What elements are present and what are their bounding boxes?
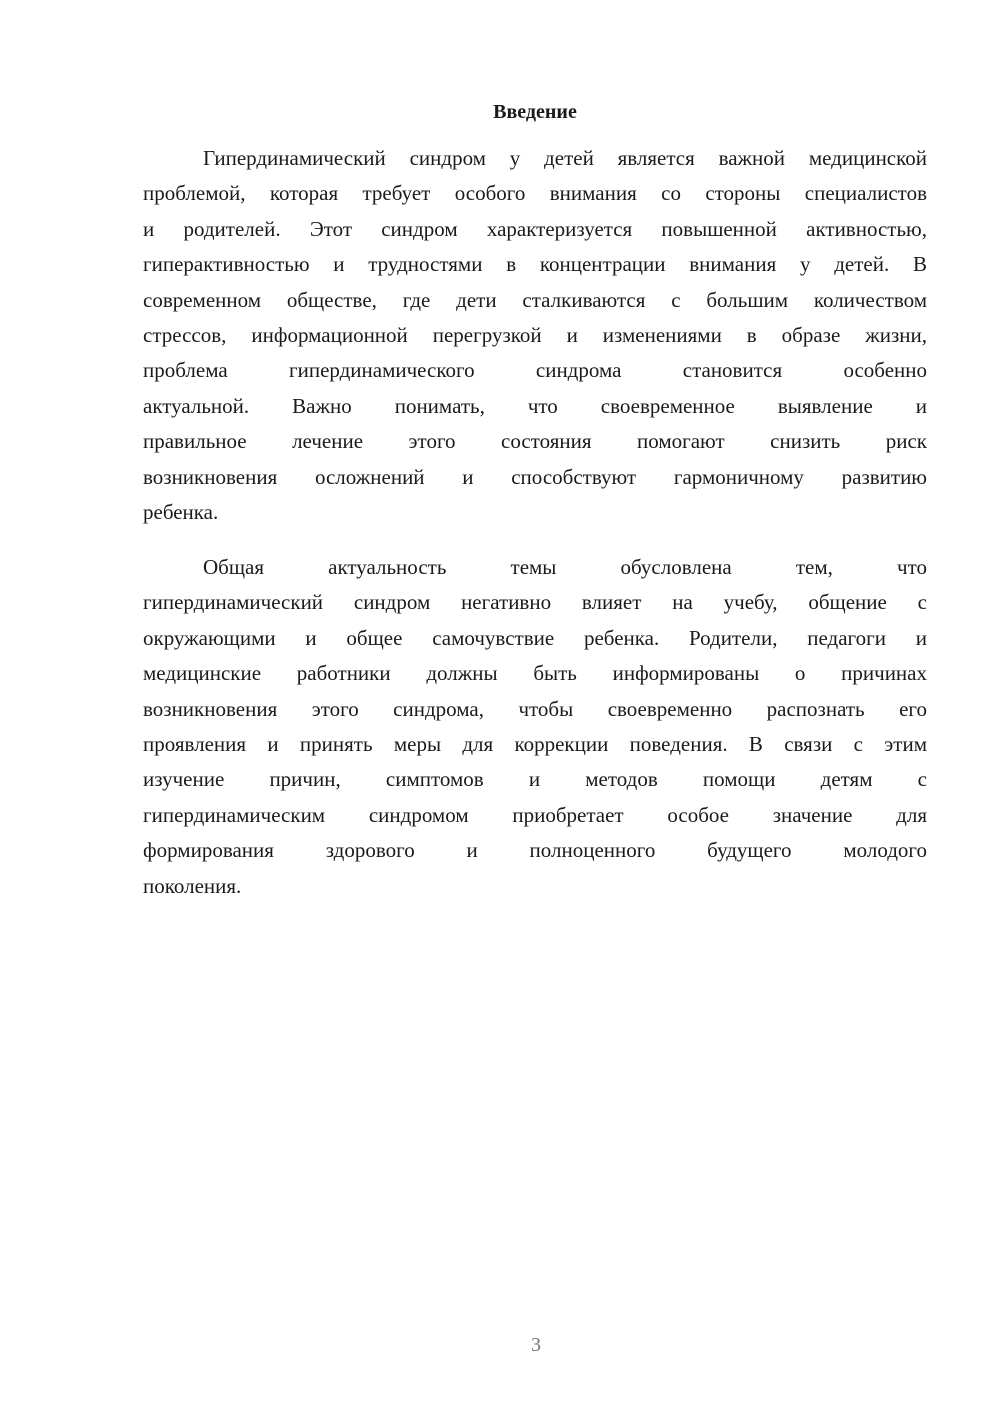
paragraph-relevance — [143, 550, 927, 904]
text-line: и родителей. Этот синдром характеризуется повышенной активностью, — [143, 216, 927, 241]
text-line: гипердинамическим синдромом приобретает особое значение для — [143, 802, 927, 827]
paragraph-introduction — [143, 141, 927, 530]
section-title: Введение — [493, 101, 577, 123]
text-line: медицинские работники должны быть информированы о причинах — [143, 661, 927, 686]
text-line: ребенка. — [143, 500, 219, 525]
text-line: гипердинамический синдром негативно влияет на учебу, общение с — [143, 590, 927, 615]
text-line: проблемой, которая требует особого внимания со стороны специалистов — [143, 181, 927, 206]
text-line: изучение причин, симптомов и методов помощи детям с — [143, 767, 927, 792]
text-line: проявления и принять меры для коррекции поведения. В связи с этим — [143, 732, 927, 757]
text-line: стрессов, информационной перегрузкой и изменениями в образе жизни, — [143, 323, 927, 348]
text-line: возникновения этого синдрома, чтобы своевременно распознать его — [143, 696, 927, 721]
text-line: формирования здорового и полноценного будущего молодого — [143, 838, 927, 863]
text-line: проблема гипердинамического синдрома становится особенно — [143, 358, 927, 383]
page-number: 3 — [531, 1334, 541, 1356]
text-line: актуальной. Важно понимать, что своевременное выявление и — [143, 393, 927, 418]
text-line: правильное лечение этого состояния помогают снизить риск — [143, 429, 927, 454]
text-line: окружающими и общее самочувствие ребенка. Родители, педагоги и — [143, 625, 927, 650]
text-line: современном обществе, где дети сталкиваются с большим количеством — [143, 287, 927, 312]
text-line: Гипердинамический синдром у детей является важной медицинской — [203, 146, 927, 170]
text-line: поколения. — [143, 873, 242, 898]
text-line: Общая актуальность темы обусловлена тем, что — [203, 555, 927, 579]
text-line: гиперактивностью и трудностями в концентрации внимания у детей. В — [143, 252, 927, 277]
text-line: возникновения осложнений и способствуют гармоничному развитию — [143, 464, 927, 489]
